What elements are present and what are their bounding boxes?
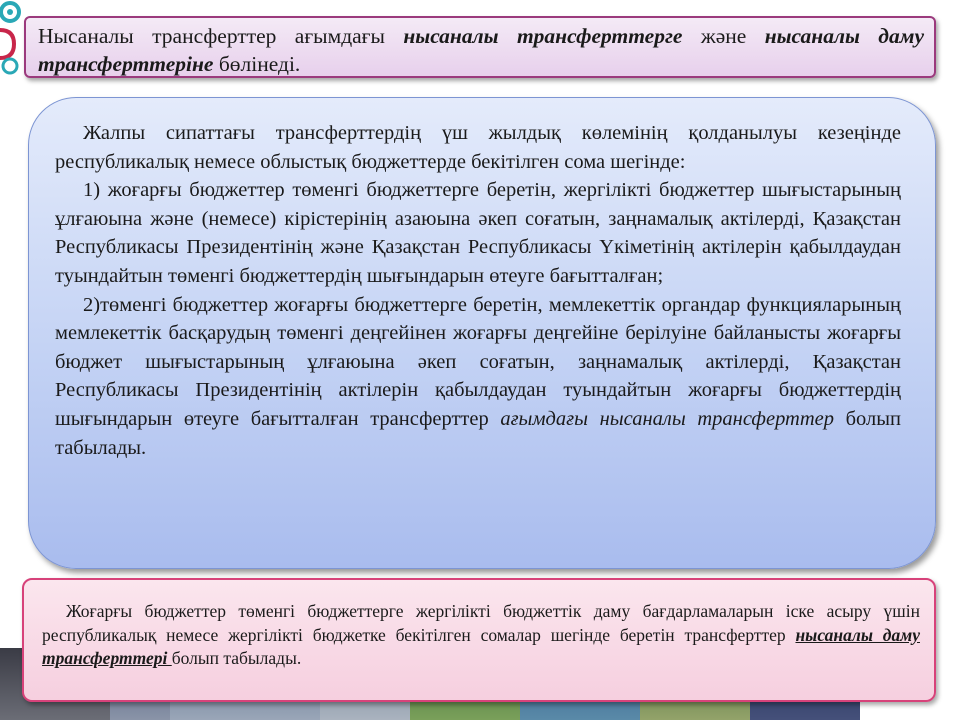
title-text-1: Нысаналы трансферттер ағымдағы bbox=[38, 24, 404, 48]
paragraph-item-2-text: 2)төменгі бюджеттер жоғарғы бюджеттерге беретін, мемлекеттік органдар функцияларының мемлекеттік басқарудың төменгі деңгейінен жоғарғы деңгейіне берілуіне байланысты жоғарғы бюджет шығыстарының ұлғаюына әкеп соғатын, заңнамалық актілерді, Қазақстан Республикасы Президентінің актілерін қабылдаудан туындайтын жоғарғы бюджеттердің шығындарын өтеуге бағытталған трансферттер bbox=[55, 293, 901, 430]
title-emphasis-current: нысаналы трансферттерге bbox=[403, 24, 683, 48]
definition-paragraph bbox=[42, 600, 920, 671]
definition-end: болып табылады. bbox=[171, 648, 302, 668]
definition-emphasis: нысаналы даму трансферттері bbox=[42, 624, 920, 668]
paragraph-intro: Жалпы сипаттағы трансферттердің үш жылдық көлемінің қолданылуы кезеңінде республикалық немесе облыстық бюджеттерде бекітілген сома шегінде: bbox=[55, 122, 901, 173]
title-box bbox=[24, 16, 936, 78]
title-emphasis-development: нысаналы даму трансферттеріне bbox=[38, 24, 924, 76]
paragraph-item-2-emphasis: ағымдағы нысаналы трансферттер bbox=[500, 407, 835, 430]
definition-box bbox=[22, 578, 936, 702]
title-text-3: бөлінеді. bbox=[213, 52, 301, 76]
main-content-panel bbox=[28, 97, 936, 569]
definition-text: Жоғарғы бюджеттер төменгі бюджеттерге жергілікті бюджеттік даму бағдарламаларын іске асыру үшін республикалық немесе жергілікті бюджетке бекітілген сомалар шегінде беретін трансферттер bbox=[42, 601, 920, 645]
paragraph-item-2-end: болып табылады. bbox=[55, 407, 902, 459]
paragraph-item-2 bbox=[55, 291, 901, 463]
title-text-2: және bbox=[682, 24, 765, 48]
paragraph-item-1: 1) жоғарғы бюджеттер төменгі бюджеттерге беретін, жергілікті бюджеттер шығыстарының ұлғаюына және (немесе) кірістерінің азаюына әкеп соғатын, заңнамалық актілерді, Қазақстан Республикасы Президентінің және Қазақстан Республикасы Үкіметінің актілерін қабылдаудан туындайтын төменгі бюджеттердің шығындарын өтеуге бағытталған; bbox=[55, 179, 901, 287]
